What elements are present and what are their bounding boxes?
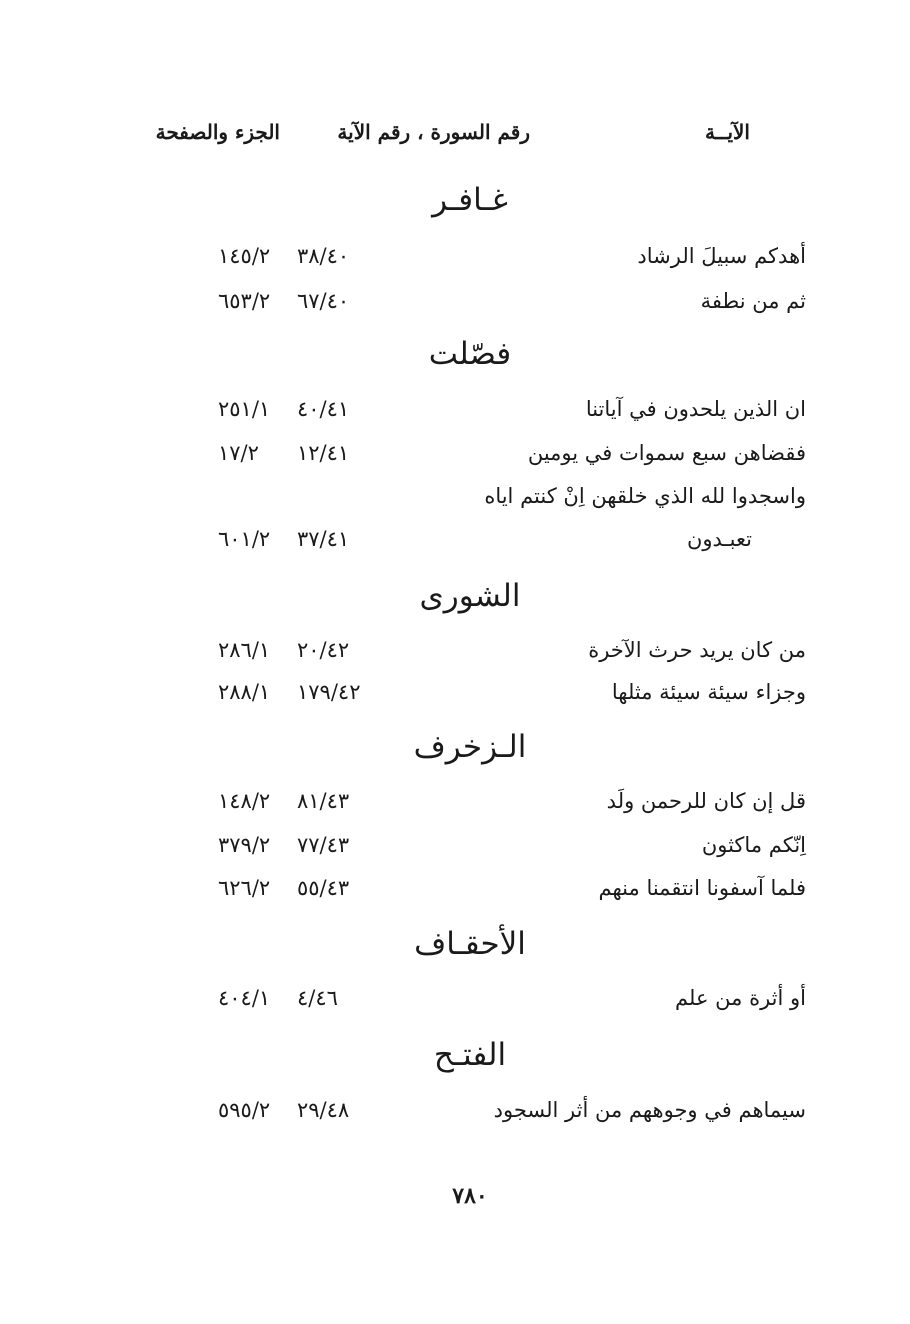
verse-text: اِنّكم ماكثون (701, 833, 806, 857)
verse-text-continuation: تعبـدون (686, 527, 752, 551)
table-row (0, 986, 910, 1026)
surah-verse-ref: ٤٠/٤١ (297, 397, 350, 421)
verse-text: واسجدوا لله الذي خلقهن اِنْ كنتم اياه (484, 484, 806, 508)
surah-verse-ref: ١٧٩/٤٢ (297, 680, 361, 704)
verse-text: من كان يريد حرث الآخرة (588, 638, 806, 662)
part-page-ref: ١٤٥/٢ (218, 244, 271, 268)
surah-heading: الشورى (419, 578, 521, 614)
surah-heading: غـافـر (432, 182, 508, 218)
surah-heading: الـزخرف (413, 729, 527, 765)
part-page-ref: ٤٠٤/١ (218, 986, 271, 1010)
header-surah-ref: رقم السورة ، رقم الآية (337, 120, 530, 144)
table-row (0, 527, 910, 567)
part-page-ref: ٦٢٦/٢ (218, 876, 271, 900)
surah-verse-ref: ٧٧/٤٣ (297, 833, 350, 857)
part-page-ref: ١٧/٢ (218, 441, 259, 465)
header-verse: الآيــة (705, 120, 750, 144)
part-page-ref: ٢٥١/١ (218, 397, 271, 421)
surah-heading: فصّلت (428, 336, 512, 372)
table-row (0, 789, 910, 829)
page-number: ٧٨٠ (452, 1183, 488, 1209)
table-row (0, 680, 910, 720)
table-row (0, 638, 910, 678)
table-row (0, 397, 910, 437)
surah-heading: الفتـح (433, 1037, 507, 1073)
surah-verse-ref: ٢٠/٤٢ (297, 638, 350, 662)
table-row (0, 441, 910, 481)
surah-heading: الأحقـاف (414, 926, 526, 962)
table-row (0, 484, 910, 524)
verse-text: فلما آسفونا انتقمنا منهم (598, 876, 806, 900)
table-row (0, 244, 910, 284)
verse-text: قل إن كان للرحمن ولَد (606, 789, 806, 813)
surah-verse-ref: ٨١/٤٣ (297, 789, 350, 813)
table-row (0, 289, 910, 329)
part-page-ref: ٦٠١/٢ (218, 527, 271, 551)
surah-verse-ref: ٥٥/٤٣ (297, 876, 350, 900)
verse-text: ان الذين يلحدون في آياتنا (585, 397, 806, 421)
verse-text: فقضاهن سبع سموات في يومين (527, 441, 806, 465)
surah-verse-ref: ٣٧/٤١ (297, 527, 350, 551)
part-page-ref: ٢٨٨/١ (218, 680, 271, 704)
part-page-ref: ١٤٨/٢ (218, 789, 271, 813)
table-row (0, 1098, 910, 1138)
header-part-page: الجزء والصفحة (155, 120, 280, 144)
part-page-ref: ٥٩٥/٢ (218, 1098, 271, 1122)
part-page-ref: ٦٥٣/٢ (218, 289, 271, 313)
surah-verse-ref: ١٢/٤١ (297, 441, 350, 465)
part-page-ref: ٢٨٦/١ (218, 638, 271, 662)
verse-text: أو أثرة من علم (675, 986, 806, 1010)
verse-text: أهدكم سبيلَ الرشاد (637, 244, 806, 268)
part-page-ref: ٣٧٩/٢ (218, 833, 271, 857)
table-row (0, 833, 910, 873)
column-header (150, 120, 750, 156)
surah-verse-ref: ٦٧/٤٠ (297, 289, 350, 313)
table-row (0, 876, 910, 916)
verse-text: سيماهم في وجوههم من أثر السجود (493, 1098, 806, 1122)
verse-text: ثم من نطفة (700, 289, 806, 313)
surah-verse-ref: ٢٩/٤٨ (297, 1098, 350, 1122)
verse-text: وجزاء سيئة سيئة مثلها (611, 680, 806, 704)
surah-verse-ref: ٤/٤٦ (297, 986, 338, 1010)
surah-verse-ref: ٣٨/٤٠ (297, 244, 350, 268)
